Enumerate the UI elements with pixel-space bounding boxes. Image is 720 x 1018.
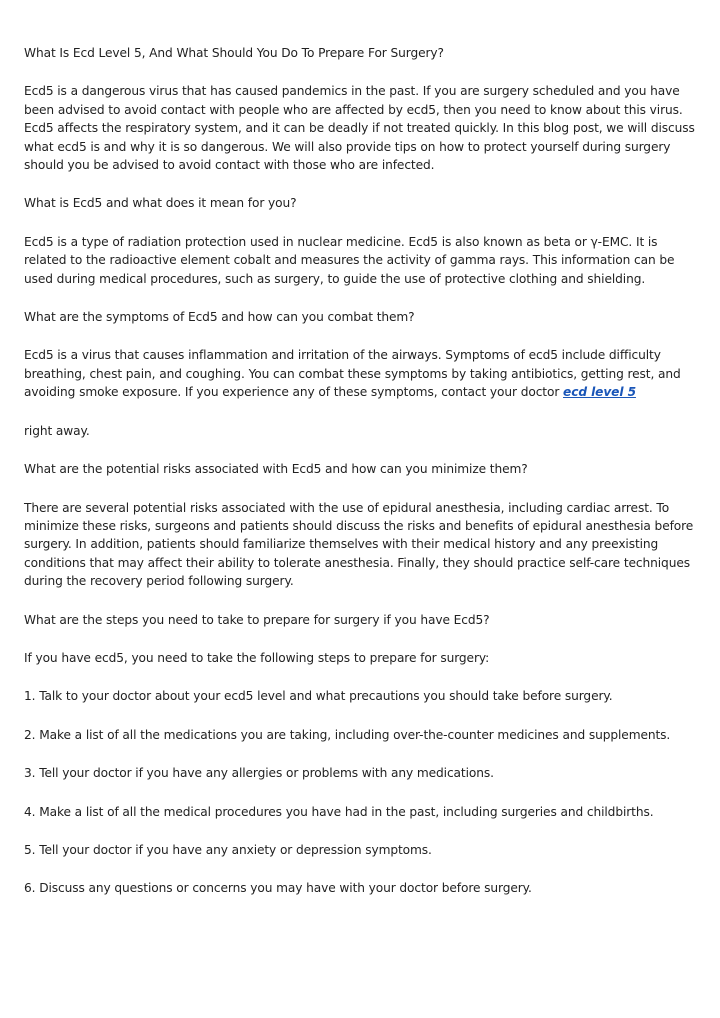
step-item: 4. Make a list of all the medical procedures you have had in the past, including surgeries and childbirths.	[24, 804, 654, 819]
answer-2-text: Ecd5 is a virus that causes inflammation and irritation of the airways. Symptoms of ecd5 include difficulty breathing, chest pain, and coughing. You can combat these symptoms by taking antibiotics, getting rest, and avoiding smoke exposure. If you experience any of these symptoms, contact your doctor	[24, 348, 681, 400]
step-item: 5. Tell your doctor if you have any anxiety or depression symptoms.	[24, 842, 432, 857]
step-item: 6. Discuss any questions or concerns you may have with your doctor before surgery.	[24, 881, 532, 896]
article-title: What Is Ecd Level 5, And What Should You Do To Prepare For Surgery?	[24, 46, 444, 60]
answer-3: There are several potential risks associated with the use of epidural anesthesia, including cardiac arrest. To minimize these risks, surgeons and patients should discuss the risks and benefits of epidural anesthesia before surgery. In addition, patients should familiarize themselves with their medical history and any preexisting conditions that may affect their ability to tolerate anesthesia. Finally, they should practice self-care techniques during the recovery period following surgery.	[24, 500, 694, 589]
question-3: What are the potential risks associated with Ecd5 and how can you minimize them?	[24, 462, 528, 477]
question-4: What are the steps you need to take to prepare for surgery if you have Ecd5?	[24, 612, 490, 627]
answer-4: If you have ecd5, you need to take the following steps to prepare for surgery:	[24, 650, 490, 665]
step-item: 1. Talk to your doctor about your ecd5 level and what precautions you should take before surgery.	[24, 689, 613, 704]
article	[24, 44, 700, 918]
step-item: 3. Tell your doctor if you have any allergies or problems with any medications.	[24, 766, 494, 781]
answer-1: Ecd5 is a type of radiation protection used in nuclear medicine. Ecd5 is also known as beta or γ-EMC. It is related to the radioactive element cobalt and measures the activity of gamma rays. This information can be used during medical procedures, such as surgery, to guide the use of protective clothing and shielding.	[24, 234, 675, 286]
question-1: What is Ecd5 and what does it mean for you?	[24, 196, 297, 211]
answer-2-tail: right away.	[24, 423, 90, 438]
ecd-level-5-link[interactable]: ecd level 5	[563, 385, 636, 400]
intro-paragraph: Ecd5 is a dangerous virus that has caused pandemics in the past. If you are surgery scheduled and you have been advised to avoid contact with people who are affected by ecd5, then you need to know about this virus. Ecd5 affects the respiratory system, and it can be deadly if not treated quickly. In this blog post, we will discuss what ecd5 is and why it is so dangerous. We will also provide tips on how to protect yourself during surgery should you be advised to avoid contact with those who are infected.	[24, 84, 695, 173]
step-item: 2. Make a list of all the medications you are taking, including over-the-counter medicines and supplements.	[24, 727, 671, 742]
question-2: What are the symptoms of Ecd5 and how can you combat them?	[24, 310, 415, 325]
answer-2	[24, 346, 700, 401]
